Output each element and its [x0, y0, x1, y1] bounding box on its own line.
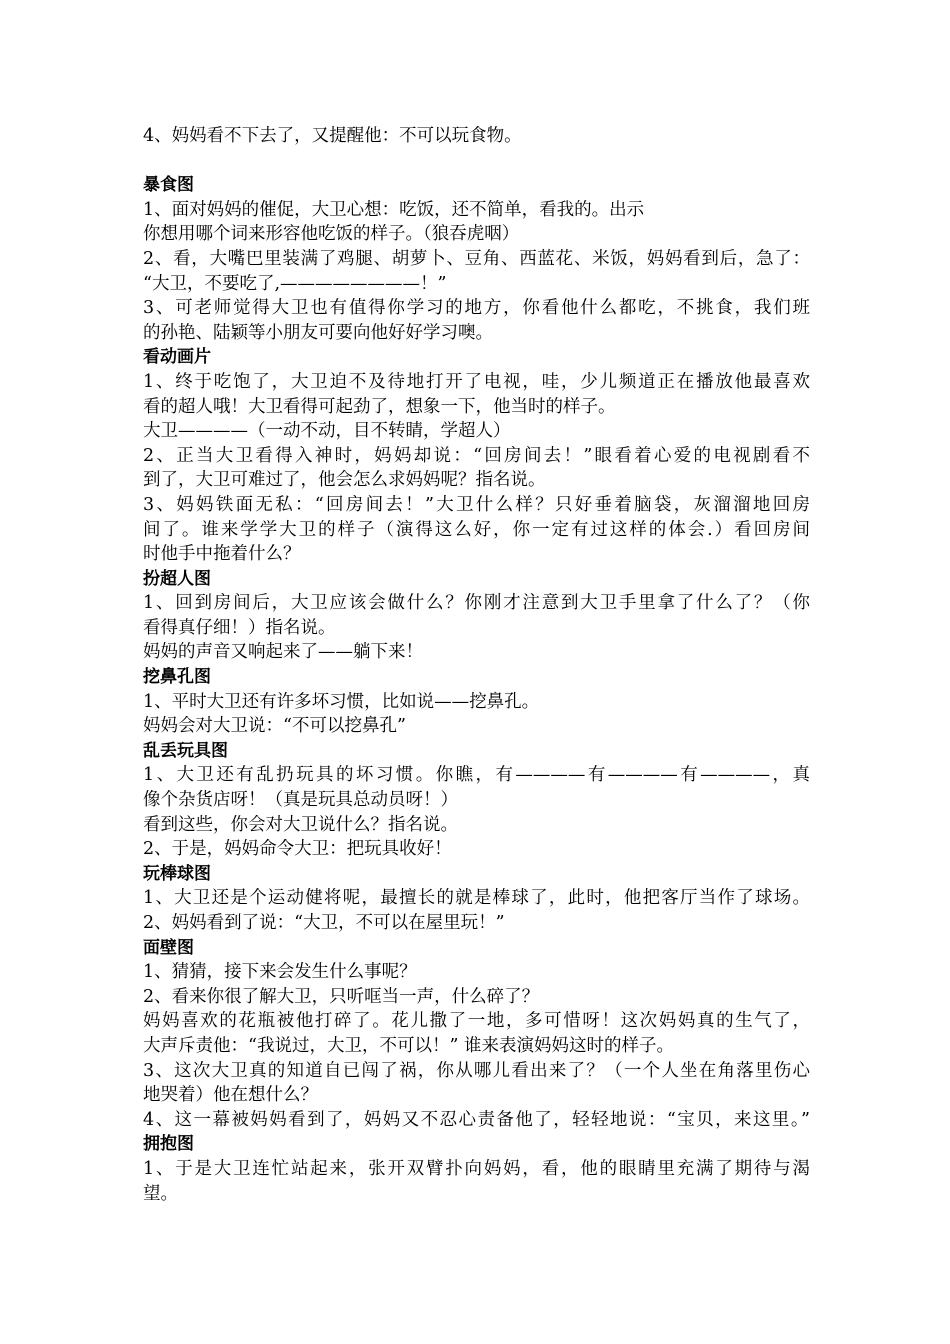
paragraph-line: 时他手中拖着什么？	[143, 544, 301, 565]
intro-line: 4、妈妈看不下去了，又提醒他：不可以玩食物。	[143, 126, 522, 146]
paragraph-line: 看到这些，你会对大卫说什么？指名说。	[143, 814, 458, 835]
section	[143, 739, 810, 862]
section	[143, 665, 810, 739]
section-heading: 看动画片	[143, 347, 211, 368]
paragraph-line: 到了，大卫可难过了，他会怎么求妈妈呢？指名说。	[143, 470, 546, 491]
paragraph-gap	[143, 149, 810, 174]
paragraph-line: 地哭着）他在想什么？	[143, 1085, 318, 1106]
paragraph-line: 4、这一幕被妈妈看到了，妈妈又不忍心责备他了，轻轻地说：“宝贝，来这里。”	[143, 1109, 810, 1130]
paragraph-line: 1、于是大卫连忙站起来，张开双臂扑向妈妈，看，他的眼睛里充满了期待与渴	[143, 1158, 810, 1179]
paragraph-line: 1、大卫还有乱扔玩具的坏习惯。你瞧，有————有————有————，真	[143, 765, 810, 786]
paragraph-line: 妈妈的声音又响起来了——躺下来！	[143, 642, 423, 663]
paragraph-line: 1、终于吃饱了，大卫迫不及待地打开了电视，哇，少儿频道正在播放他最喜欢	[143, 371, 810, 392]
section-heading: 面壁图	[143, 937, 194, 958]
paragraph-line: 看的超人哦！大卫看得可起劲了，想象一下，他当时的样子。	[143, 396, 616, 417]
paragraph-line: 妈妈喜欢的花瓶被他打碎了。花儿撒了一地，多可惜呀！这次妈妈真的生气了，	[143, 1011, 810, 1032]
paragraph-line: 大卫————（一动不动，目不转睛，学超人）	[143, 421, 511, 442]
paragraph-line: 像个杂货店呀！（真是玩具总动员呀！）	[143, 790, 458, 811]
paragraph-line: 的孙艳、陆颖等小朋友可要向他好好学习噢。	[143, 322, 493, 343]
section	[143, 173, 810, 345]
paragraph-line: 1、猜猜，接下来会发生什么事呢？	[143, 962, 417, 983]
paragraph-line: 大声斥责他：“我说过，大卫，不可以！” 谁来表演妈妈这时的样子。	[143, 1035, 674, 1056]
section-heading: 拥抱图	[143, 1134, 194, 1155]
paragraph-line: 2、看，大嘴巴里装满了鸡腿、胡萝卜、豆角、西蓝花、米饭，妈妈看到后，急了：	[143, 248, 810, 269]
paragraph-line: 你想用哪个词来形容他吃饭的样子。（狼吞虎咽）	[143, 224, 520, 245]
paragraph-line: 1、面对妈妈的催促，大卫心想：吃饭，还不简单，看我的。出示	[143, 199, 645, 220]
section-heading: 暴食图	[143, 175, 194, 196]
section-heading: 玩棒球图	[143, 863, 211, 884]
paragraph-line: 1、平时大卫还有许多坏习惯，比如说——挖鼻孔。	[143, 691, 540, 712]
section	[143, 936, 810, 1133]
paragraph-line: 1、大卫还是个运动健将呢，最擅长的就是棒球了，此时，他把客厅当作了球场。	[143, 888, 810, 909]
paragraph-line: 2、正当大卫看得入神时，妈妈却说：“回房间去！”眼看着心爱的电视剧看不	[143, 445, 810, 466]
paragraph-line: “大卫，不要吃了,————————！”	[143, 273, 447, 294]
document-sections	[143, 173, 810, 1206]
section-heading: 乱丢玩具图	[143, 740, 228, 761]
paragraph-line: 望。	[143, 1183, 178, 1204]
paragraph-line: 3、可老师觉得大卫也有值得你学习的地方，你看他什么都吃，不挑食，我们班	[143, 298, 810, 319]
paragraph-line: 2、妈妈看到了说：“大卫，不可以在屋里玩！”	[143, 913, 505, 933]
section-heading: 挖鼻孔图	[143, 667, 211, 688]
paragraph-line: 间了。谁来学学大卫的样子（演得这么好，你一定有过这样的体会.）看回房间	[143, 519, 810, 540]
section	[143, 1132, 810, 1206]
paragraph-line: 看得真仔细！）指名说。	[143, 617, 336, 638]
paragraph-line: 1、回到房间后，大卫应该会做什么？你刚才注意到大卫手里拿了什么了？（你	[143, 593, 810, 614]
section-heading: 扮超人图	[143, 568, 211, 589]
document-page	[143, 124, 810, 1206]
paragraph-line: 2、于是，妈妈命令大卫：把玩具收好！	[143, 839, 452, 860]
section	[143, 345, 810, 566]
paragraph-line: 2、看来你很了解大卫，只听哐当一声，什么碎了？	[143, 986, 540, 1007]
paragraph-line: 3、妈妈铁面无私：“回房间去！”大卫什么样？只好垂着脑袋，灰溜溜地回房	[143, 494, 810, 515]
paragraph-line: 3、这次大卫真的知道自已闯了祸，你从哪儿看出来了？（一个人坐在角落里伤心	[143, 1060, 810, 1081]
paragraph-line: 妈妈会对大卫说：“不可以挖鼻孔”	[143, 716, 406, 737]
section	[143, 862, 810, 936]
section	[143, 567, 810, 665]
